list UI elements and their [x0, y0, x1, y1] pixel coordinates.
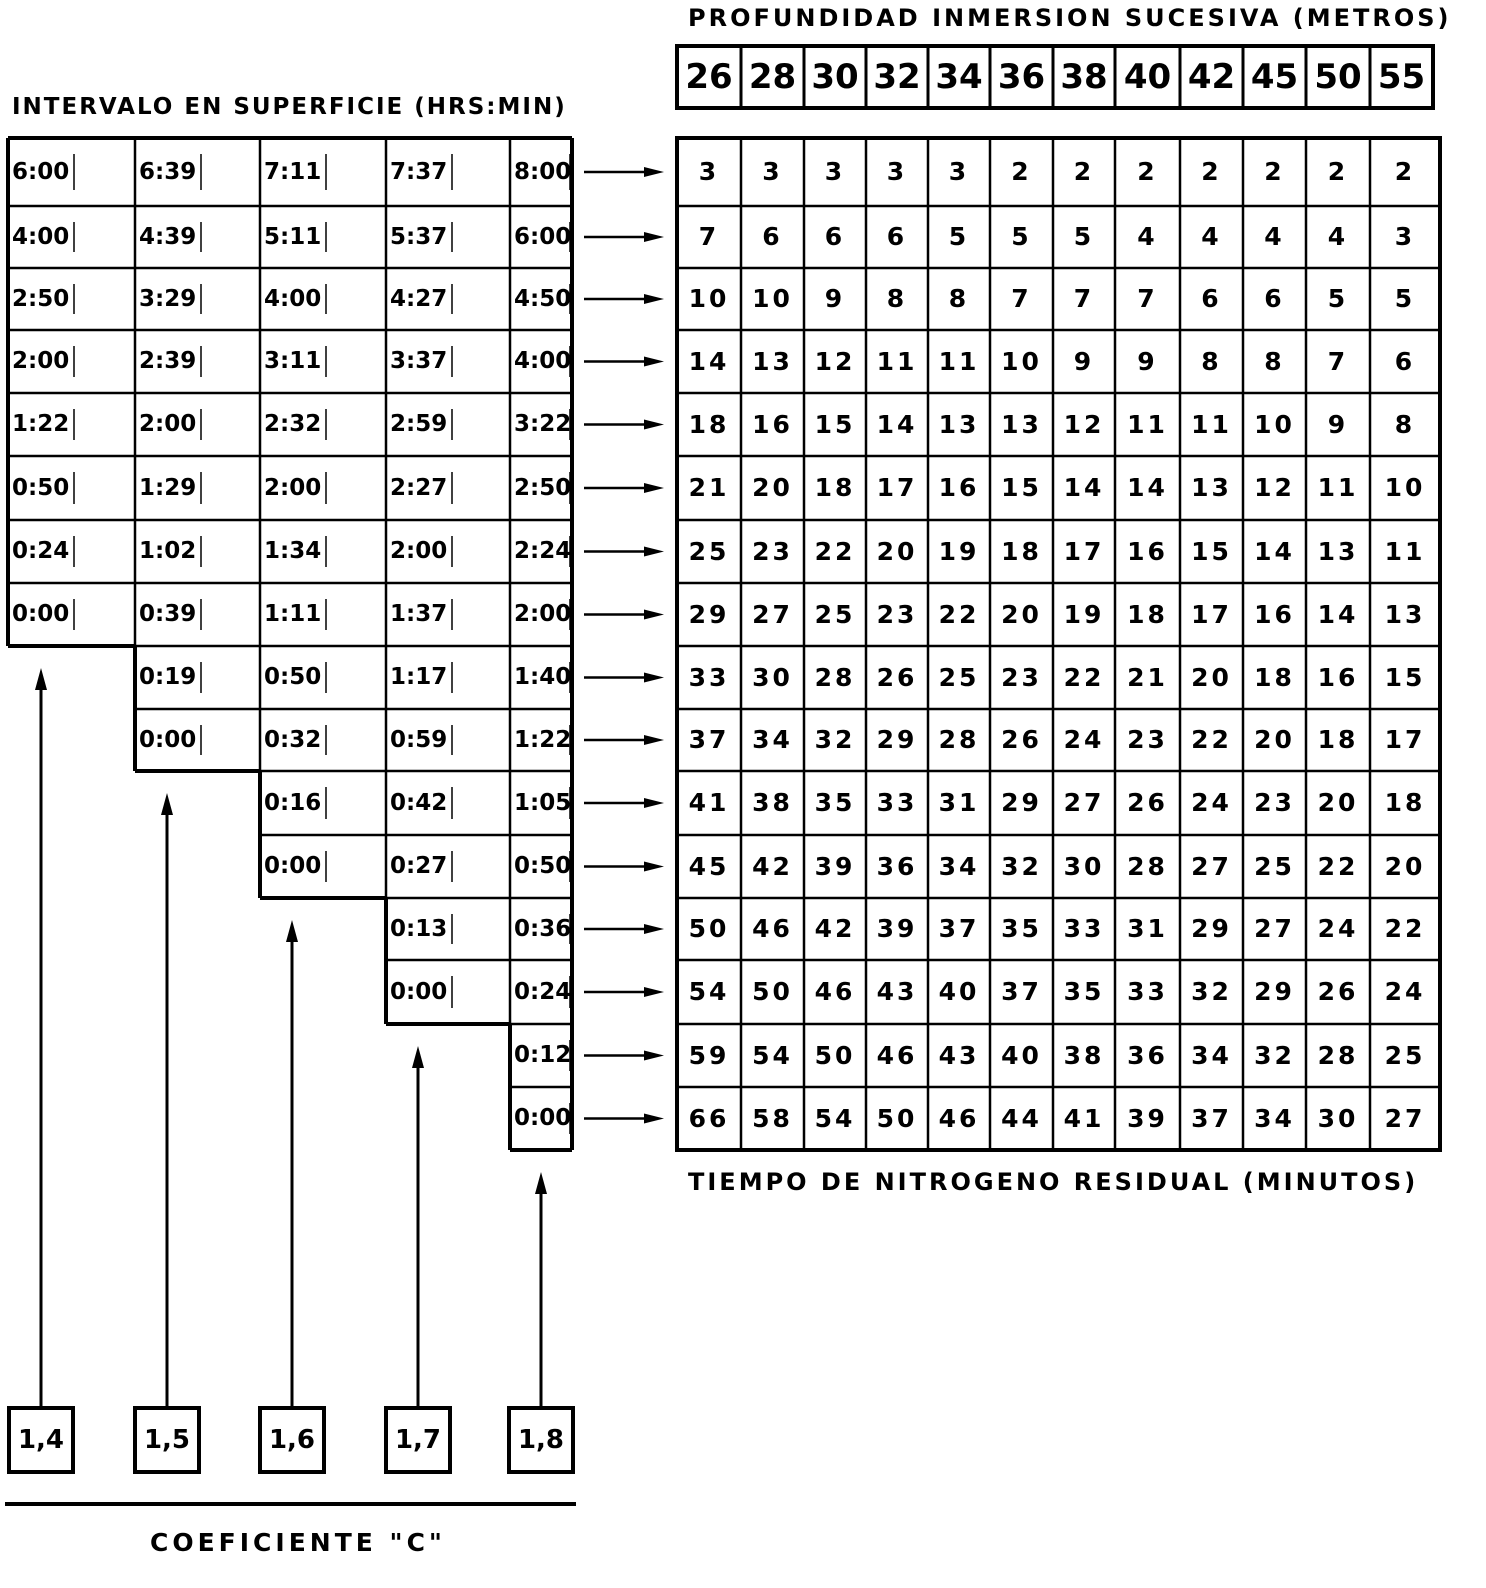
- residual-time-cell: 16: [1254, 600, 1295, 629]
- residual-time-cell: 54: [752, 1041, 793, 1070]
- coefficient-value: 1,5: [143, 1425, 191, 1455]
- surface-interval-cell: 0:24: [514, 979, 572, 1005]
- row-arrow-head: [644, 420, 664, 430]
- residual-time-cell: 20: [1317, 788, 1359, 817]
- residual-time-cell: 13: [938, 410, 980, 439]
- residual-time-cell: 24: [1384, 977, 1426, 1006]
- residual-time-cell: 22: [1191, 725, 1232, 754]
- residual-time-cell: 26: [1001, 725, 1042, 754]
- residual-time-cell: 32: [1191, 977, 1232, 1006]
- residual-time-cell: 34: [938, 852, 980, 881]
- surface-interval-cell: 2:00: [264, 475, 322, 501]
- surface-interval-cell: 1:37: [390, 601, 448, 627]
- residual-time-cell: 37: [1191, 1104, 1232, 1133]
- residual-time-cell: 21: [688, 473, 730, 502]
- row-arrow-head: [644, 735, 664, 745]
- depth-header-cell: 38: [1060, 57, 1108, 97]
- residual-time-cell: 33: [1127, 977, 1168, 1006]
- surface-interval-cell: 0:16: [264, 790, 322, 816]
- depth-header-cell: 45: [1250, 57, 1299, 97]
- residual-time-cell: 39: [1127, 1104, 1168, 1133]
- residual-time-cell: 25: [688, 537, 730, 566]
- residual-time-cell: 42: [752, 852, 793, 881]
- residual-time-cell: 10: [1254, 410, 1295, 439]
- row-arrow-head: [644, 987, 664, 997]
- residual-time-cell: 7: [698, 222, 720, 251]
- surface-interval-cell: 6:00: [12, 159, 70, 185]
- residual-time-cell: 35: [814, 788, 856, 817]
- residual-time-cell: 20: [1001, 600, 1042, 629]
- residual-time-cell: 10: [752, 284, 793, 313]
- residual-time-cell: 23: [1127, 725, 1168, 754]
- surface-interval-cell: 0:42: [390, 790, 448, 816]
- surface-interval-cell: 4:50: [514, 286, 572, 312]
- surface-interval-cell: 1:40: [514, 664, 572, 690]
- residual-time-cell: 2: [1394, 157, 1416, 186]
- residual-time-cell: 22: [1317, 852, 1359, 881]
- surface-interval-cell: 0:00: [514, 1105, 572, 1131]
- residual-time-cell: 20: [752, 473, 793, 502]
- residual-time-cell: 4: [1327, 222, 1349, 251]
- residual-time-cell: 31: [1127, 914, 1168, 943]
- surface-interval-cell: 3:22: [514, 411, 572, 437]
- residual-time-cell: 38: [752, 788, 793, 817]
- residual-time-cell: 7: [1327, 347, 1349, 376]
- residual-time-cell: 58: [752, 1104, 793, 1133]
- surface-interval-cell: 5:11: [264, 224, 322, 250]
- residual-time-cell: 22: [1384, 914, 1426, 943]
- residual-time-cell: 18: [1317, 725, 1359, 754]
- residual-time-cell: 18: [814, 473, 856, 502]
- row-arrow-head: [644, 167, 664, 177]
- residual-time-cell: 8: [1264, 347, 1285, 376]
- residual-time-cell: 22: [1063, 663, 1105, 692]
- residual-time-cell: 37: [1001, 977, 1042, 1006]
- surface-interval-cell: 2:24: [514, 538, 572, 564]
- residual-time-cell: 27: [1063, 788, 1105, 817]
- residual-time-cell: 34: [1254, 1104, 1295, 1133]
- surface-interval-cell: 0:13: [390, 916, 448, 942]
- residual-time-cell: 18: [1127, 600, 1168, 629]
- residual-time-cell: 59: [688, 1041, 730, 1070]
- depth-header-cell: 42: [1187, 57, 1236, 97]
- residual-time-cell: 11: [876, 347, 918, 376]
- residual-time-cell: 2: [1201, 157, 1222, 186]
- residual-time-cell: 15: [814, 410, 856, 439]
- residual-time-cell: 7: [1073, 284, 1095, 313]
- surface-interval-cell: 2:50: [514, 475, 572, 501]
- residual-time-cell: 30: [752, 663, 793, 692]
- residual-time-cell: 43: [876, 977, 918, 1006]
- coefficient-title: COEFICIENTE "C": [150, 1528, 446, 1557]
- surface-interval-cell: 6:39: [139, 159, 197, 185]
- residual-time-cell: 44: [1001, 1104, 1042, 1133]
- residual-time-cell: 18: [1384, 788, 1426, 817]
- residual-time-cell: 23: [752, 537, 793, 566]
- surface-interval-cell: 4:00: [12, 224, 70, 250]
- residual-time-cell: 40: [1001, 1041, 1042, 1070]
- residual-time-cell: 30: [1317, 1104, 1359, 1133]
- residual-time-cell: 4: [1264, 222, 1285, 251]
- residual-time-cell: 10: [688, 284, 730, 313]
- residual-time-cell: 66: [688, 1104, 730, 1133]
- row-arrow-head: [644, 1114, 664, 1124]
- residual-time-cell: 23: [1001, 663, 1042, 692]
- coefficient-value: 1,8: [517, 1425, 565, 1455]
- surface-interval-cell: 0:00: [390, 979, 448, 1005]
- residual-time-cell: 33: [876, 788, 918, 817]
- residual-time-cell: 3: [698, 157, 720, 186]
- row-arrow-head: [644, 798, 664, 808]
- row-arrow-head: [644, 673, 664, 683]
- residual-time-cell: 37: [938, 914, 980, 943]
- residual-time-cell: 23: [1254, 788, 1295, 817]
- residual-time-cell: 26: [1127, 788, 1168, 817]
- coefficient-arrow-head: [412, 1046, 424, 1068]
- residual-time-cell: 46: [938, 1104, 980, 1133]
- residual-time-cell: 13: [1001, 410, 1042, 439]
- residual-time-cell: 6: [1201, 284, 1222, 313]
- depth-header-cell: 55: [1377, 57, 1426, 97]
- residual-time-cell: 26: [1317, 977, 1359, 1006]
- residual-time-cell: 6: [824, 222, 846, 251]
- surface-interval-cell: 4:27: [390, 286, 448, 312]
- residual-time-cell: 25: [814, 600, 856, 629]
- row-arrow-head: [644, 547, 664, 557]
- surface-interval-cell: 3:29: [139, 286, 197, 312]
- coefficient-arrow-head: [161, 793, 173, 815]
- residual-time-cell: 15: [1001, 473, 1042, 502]
- coefficient-value: 1,6: [268, 1425, 316, 1455]
- residual-time-cell: 13: [752, 347, 793, 376]
- residual-time-cell: 14: [1254, 537, 1295, 566]
- surface-interval-cell: 2:50: [12, 286, 70, 312]
- residual-time-cell: 11: [1317, 473, 1359, 502]
- residual-time-cell: 18: [1254, 663, 1295, 692]
- residual-time-cell: 16: [1317, 663, 1359, 692]
- residual-time-cell: 11: [1384, 537, 1426, 566]
- residual-time-cell: 28: [814, 663, 856, 692]
- depth-header-cell: 30: [811, 57, 859, 97]
- residual-time-cell: 13: [1191, 473, 1232, 502]
- residual-time-cell: 5: [1073, 222, 1095, 251]
- residual-time-cell: 54: [688, 977, 730, 1006]
- residual-time-cell: 21: [1127, 663, 1168, 692]
- residual-time-cell: 3: [824, 157, 846, 186]
- residual-time-cell: 28: [1317, 1041, 1359, 1070]
- depth-header-cell: 36: [997, 57, 1046, 97]
- surface-interval-cell: 7:37: [390, 159, 448, 185]
- residual-time-cell: 29: [688, 600, 730, 629]
- residual-time-cell: 7: [1011, 284, 1032, 313]
- row-arrow-head: [644, 357, 664, 367]
- residual-time-cell: 5: [1011, 222, 1032, 251]
- residual-time-cell: 32: [814, 725, 856, 754]
- coefficient-value: 1,4: [17, 1425, 65, 1455]
- surface-interval-cell: 0:50: [514, 853, 572, 879]
- residual-time-cell: 34: [1191, 1041, 1232, 1070]
- residual-time-cell: 9: [1073, 347, 1095, 376]
- surface-interval-cell: 2:00: [390, 538, 448, 564]
- residual-time-cell: 37: [688, 725, 730, 754]
- residual-time-cell: 11: [938, 347, 980, 376]
- residual-time-cell: 29: [876, 725, 918, 754]
- residual-time-cell: 5: [1394, 284, 1416, 313]
- depth-header-cell: 40: [1123, 57, 1172, 97]
- residual-time-cell: 4: [1137, 222, 1158, 251]
- residual-time-cell: 3: [762, 157, 783, 186]
- residual-time-cell: 4: [1201, 222, 1222, 251]
- residual-time-cell: 36: [1127, 1041, 1168, 1070]
- residual-time-cell: 50: [814, 1041, 856, 1070]
- row-arrow-head: [644, 1051, 664, 1061]
- residual-time-cell: 11: [1127, 410, 1168, 439]
- residual-time-cell: 26: [876, 663, 918, 692]
- residual-time-cell: 8: [948, 284, 970, 313]
- residual-time-cell: 2: [1073, 157, 1095, 186]
- surface-interval-cell: 0:59: [390, 727, 448, 753]
- residual-time-cell: 27: [752, 600, 793, 629]
- residual-time-cell: 12: [814, 347, 856, 376]
- residual-time-cell: 14: [688, 347, 730, 376]
- residual-time-cell: 17: [1191, 600, 1232, 629]
- residual-time-cell: 23: [876, 600, 918, 629]
- residual-time-cell: 2: [1264, 157, 1285, 186]
- residual-time-cell: 46: [814, 977, 856, 1006]
- surface-interval-cell: 2:00: [12, 348, 70, 374]
- coefficient-value: 1,7: [394, 1425, 442, 1455]
- residual-time-cell: 10: [1384, 473, 1426, 502]
- residual-time-cell: 40: [938, 977, 980, 1006]
- residual-time-cell: 16: [938, 473, 980, 502]
- residual-time-cell: 14: [1127, 473, 1168, 502]
- row-arrow-head: [644, 924, 664, 934]
- surface-interval-cell: 2:00: [139, 411, 197, 437]
- residual-time-cell: 9: [1137, 347, 1158, 376]
- residual-time-cell: 5: [948, 222, 970, 251]
- residual-time-cell: 33: [688, 663, 730, 692]
- residual-time-cell: 3: [1394, 222, 1416, 251]
- residual-time-cell: 18: [1001, 537, 1042, 566]
- surface-interval-cell: 2:39: [139, 348, 197, 374]
- residual-time-cell: 8: [1394, 410, 1416, 439]
- residual-time-cell: 14: [1063, 473, 1105, 502]
- residual-time-cell: 17: [1384, 725, 1426, 754]
- residual-time-cell: 9: [824, 284, 846, 313]
- row-arrow-head: [644, 294, 664, 304]
- residual-time-cell: 17: [1063, 537, 1105, 566]
- residual-time-cell: 8: [1201, 347, 1222, 376]
- coefficient-arrow-head: [286, 920, 298, 942]
- residual-time-cell: 41: [1063, 1104, 1105, 1133]
- residual-time-cell: 6: [1394, 347, 1416, 376]
- residual-time-cell: 41: [688, 788, 730, 817]
- residual-nitrogen-title: TIEMPO DE NITROGENO RESIDUAL (MINUTOS): [688, 1168, 1419, 1196]
- residual-time-cell: 28: [1127, 852, 1168, 881]
- surface-interval-cell: 4:00: [264, 286, 322, 312]
- residual-time-cell: 6: [1264, 284, 1285, 313]
- residual-time-cell: 17: [876, 473, 918, 502]
- residual-time-cell: 20: [1254, 725, 1295, 754]
- row-arrow-head: [644, 610, 664, 620]
- residual-time-cell: 36: [876, 852, 918, 881]
- residual-time-cell: 46: [752, 914, 793, 943]
- surface-interval-cell: 0:27: [390, 853, 448, 879]
- residual-time-cell: 12: [1063, 410, 1105, 439]
- residual-time-cell: 38: [1063, 1041, 1105, 1070]
- surface-interval-cell: 1:02: [139, 538, 197, 564]
- surface-interval-cell: 1:11: [264, 601, 322, 627]
- residual-time-cell: 15: [1191, 537, 1232, 566]
- residual-time-cell: 12: [1254, 473, 1295, 502]
- residual-time-cell: 19: [938, 537, 980, 566]
- surface-interval-cell: 1:05: [514, 790, 572, 816]
- surface-interval-cell: 4:39: [139, 224, 197, 250]
- residual-time-cell: 6: [762, 222, 783, 251]
- surface-interval-cell: 3:37: [390, 348, 448, 374]
- surface-interval-cell: 5:37: [390, 224, 448, 250]
- coefficient-arrow-head: [35, 668, 47, 690]
- residual-time-cell: 24: [1191, 788, 1232, 817]
- residual-time-cell: 54: [814, 1104, 856, 1133]
- residual-time-cell: 7: [1137, 284, 1158, 313]
- surface-interval-cell: 0:50: [12, 475, 70, 501]
- surface-interval-cell: 1:29: [139, 475, 197, 501]
- row-arrow-head: [644, 862, 664, 872]
- residual-time-cell: 20: [1384, 852, 1426, 881]
- surface-interval-cell: 1:22: [12, 411, 70, 437]
- surface-interval-cell: 1:34: [264, 538, 322, 564]
- residual-time-cell: 24: [1063, 725, 1105, 754]
- residual-time-cell: 2: [1327, 157, 1349, 186]
- depth-header-cell: 50: [1314, 57, 1362, 97]
- residual-time-cell: 27: [1384, 1104, 1426, 1133]
- depth-header-cell: 34: [935, 57, 983, 97]
- row-arrow-head: [644, 232, 664, 242]
- residual-time-cell: 22: [938, 600, 980, 629]
- residual-time-cell: 9: [1327, 410, 1349, 439]
- residual-time-cell: 8: [886, 284, 908, 313]
- depth-header-cell: 28: [748, 57, 797, 97]
- residual-time-cell: 25: [938, 663, 980, 692]
- residual-time-cell: 32: [1254, 1041, 1295, 1070]
- residual-time-cell: 25: [1254, 852, 1295, 881]
- row-arrow-head: [644, 483, 664, 493]
- residual-time-cell: 20: [1191, 663, 1232, 692]
- surface-interval-cell: 0:19: [139, 664, 197, 690]
- residual-time-cell: 39: [876, 914, 918, 943]
- residual-time-cell: 16: [752, 410, 793, 439]
- residual-time-cell: 15: [1384, 663, 1426, 692]
- residual-time-cell: 16: [1127, 537, 1168, 566]
- surface-interval-cell: 8:00: [514, 159, 572, 185]
- residual-time-cell: 22: [814, 537, 856, 566]
- residual-time-cell: 27: [1254, 914, 1295, 943]
- surface-interval-cell: 2:00: [514, 601, 572, 627]
- residual-time-cell: 34: [752, 725, 793, 754]
- residual-time-cell: 42: [814, 914, 856, 943]
- surface-interval-cell: 6:00: [514, 224, 572, 250]
- residual-time-cell: 13: [1384, 600, 1426, 629]
- residual-time-cell: 29: [1254, 977, 1295, 1006]
- surface-interval-cell: 0:50: [264, 664, 322, 690]
- residual-time-cell: 3: [886, 157, 908, 186]
- residual-time-cell: 50: [688, 914, 730, 943]
- residual-time-cell: 28: [938, 725, 980, 754]
- residual-time-cell: 2: [1011, 157, 1032, 186]
- residual-time-cell: 29: [1191, 914, 1232, 943]
- residual-time-cell: 32: [1001, 852, 1042, 881]
- residual-time-cell: 14: [876, 410, 918, 439]
- surface-interval-cell: 2:32: [264, 411, 322, 437]
- surface-interval-cell: 0:12: [514, 1042, 572, 1068]
- residual-time-cell: 13: [1317, 537, 1359, 566]
- residual-time-cell: 35: [1001, 914, 1042, 943]
- residual-time-cell: 11: [1191, 410, 1232, 439]
- residual-time-cell: 20: [876, 537, 918, 566]
- residual-time-cell: 45: [688, 852, 730, 881]
- surface-interval-cell: 1:22: [514, 727, 572, 753]
- residual-time-cell: 14: [1317, 600, 1359, 629]
- residual-time-cell: 46: [876, 1041, 918, 1070]
- surface-interval-cell: 0:00: [264, 853, 322, 879]
- residual-time-cell: 5: [1327, 284, 1349, 313]
- residual-time-cell: 39: [814, 852, 856, 881]
- depth-title: PROFUNDIDAD INMERSION SUCESIVA (METROS): [688, 4, 1452, 32]
- residual-time-cell: 27: [1191, 852, 1232, 881]
- residual-time-cell: 6: [886, 222, 908, 251]
- residual-time-cell: 19: [1063, 600, 1105, 629]
- depth-header-cell: 32: [873, 57, 921, 97]
- residual-time-cell: 43: [938, 1041, 980, 1070]
- depth-header-cell: 26: [685, 57, 733, 97]
- residual-time-cell: 25: [1384, 1041, 1426, 1070]
- residual-time-cell: 33: [1063, 914, 1105, 943]
- surface-interval-title: INTERVALO EN SUPERFICIE (HRS:MIN): [12, 94, 567, 120]
- residual-time-cell: 50: [752, 977, 793, 1006]
- residual-time-cell: 50: [876, 1104, 918, 1133]
- surface-interval-cell: 2:59: [390, 411, 448, 437]
- residual-time-cell: 24: [1317, 914, 1359, 943]
- surface-interval-cell: 0:24: [12, 538, 70, 564]
- residual-time-cell: 31: [938, 788, 980, 817]
- surface-interval-cell: 1:17: [390, 664, 448, 690]
- surface-interval-cell: 0:32: [264, 727, 322, 753]
- residual-time-cell: 35: [1063, 977, 1105, 1006]
- surface-interval-cell: 0:00: [139, 727, 197, 753]
- residual-time-cell: 3: [948, 157, 970, 186]
- surface-interval-cell: 4:00: [514, 348, 572, 374]
- surface-interval-cell: 3:11: [264, 348, 322, 374]
- surface-interval-cell: 7:11: [264, 159, 322, 185]
- surface-interval-cell: 0:36: [514, 916, 572, 942]
- residual-time-cell: 18: [688, 410, 730, 439]
- residual-time-cell: 10: [1001, 347, 1042, 376]
- residual-time-cell: 29: [1001, 788, 1042, 817]
- residual-time-cell: 30: [1063, 852, 1105, 881]
- surface-interval-cell: 0:39: [139, 601, 197, 627]
- surface-interval-cell: 2:27: [390, 475, 448, 501]
- residual-time-cell: 2: [1137, 157, 1158, 186]
- surface-interval-cell: 0:00: [12, 601, 70, 627]
- coefficient-arrow-head: [535, 1172, 547, 1194]
